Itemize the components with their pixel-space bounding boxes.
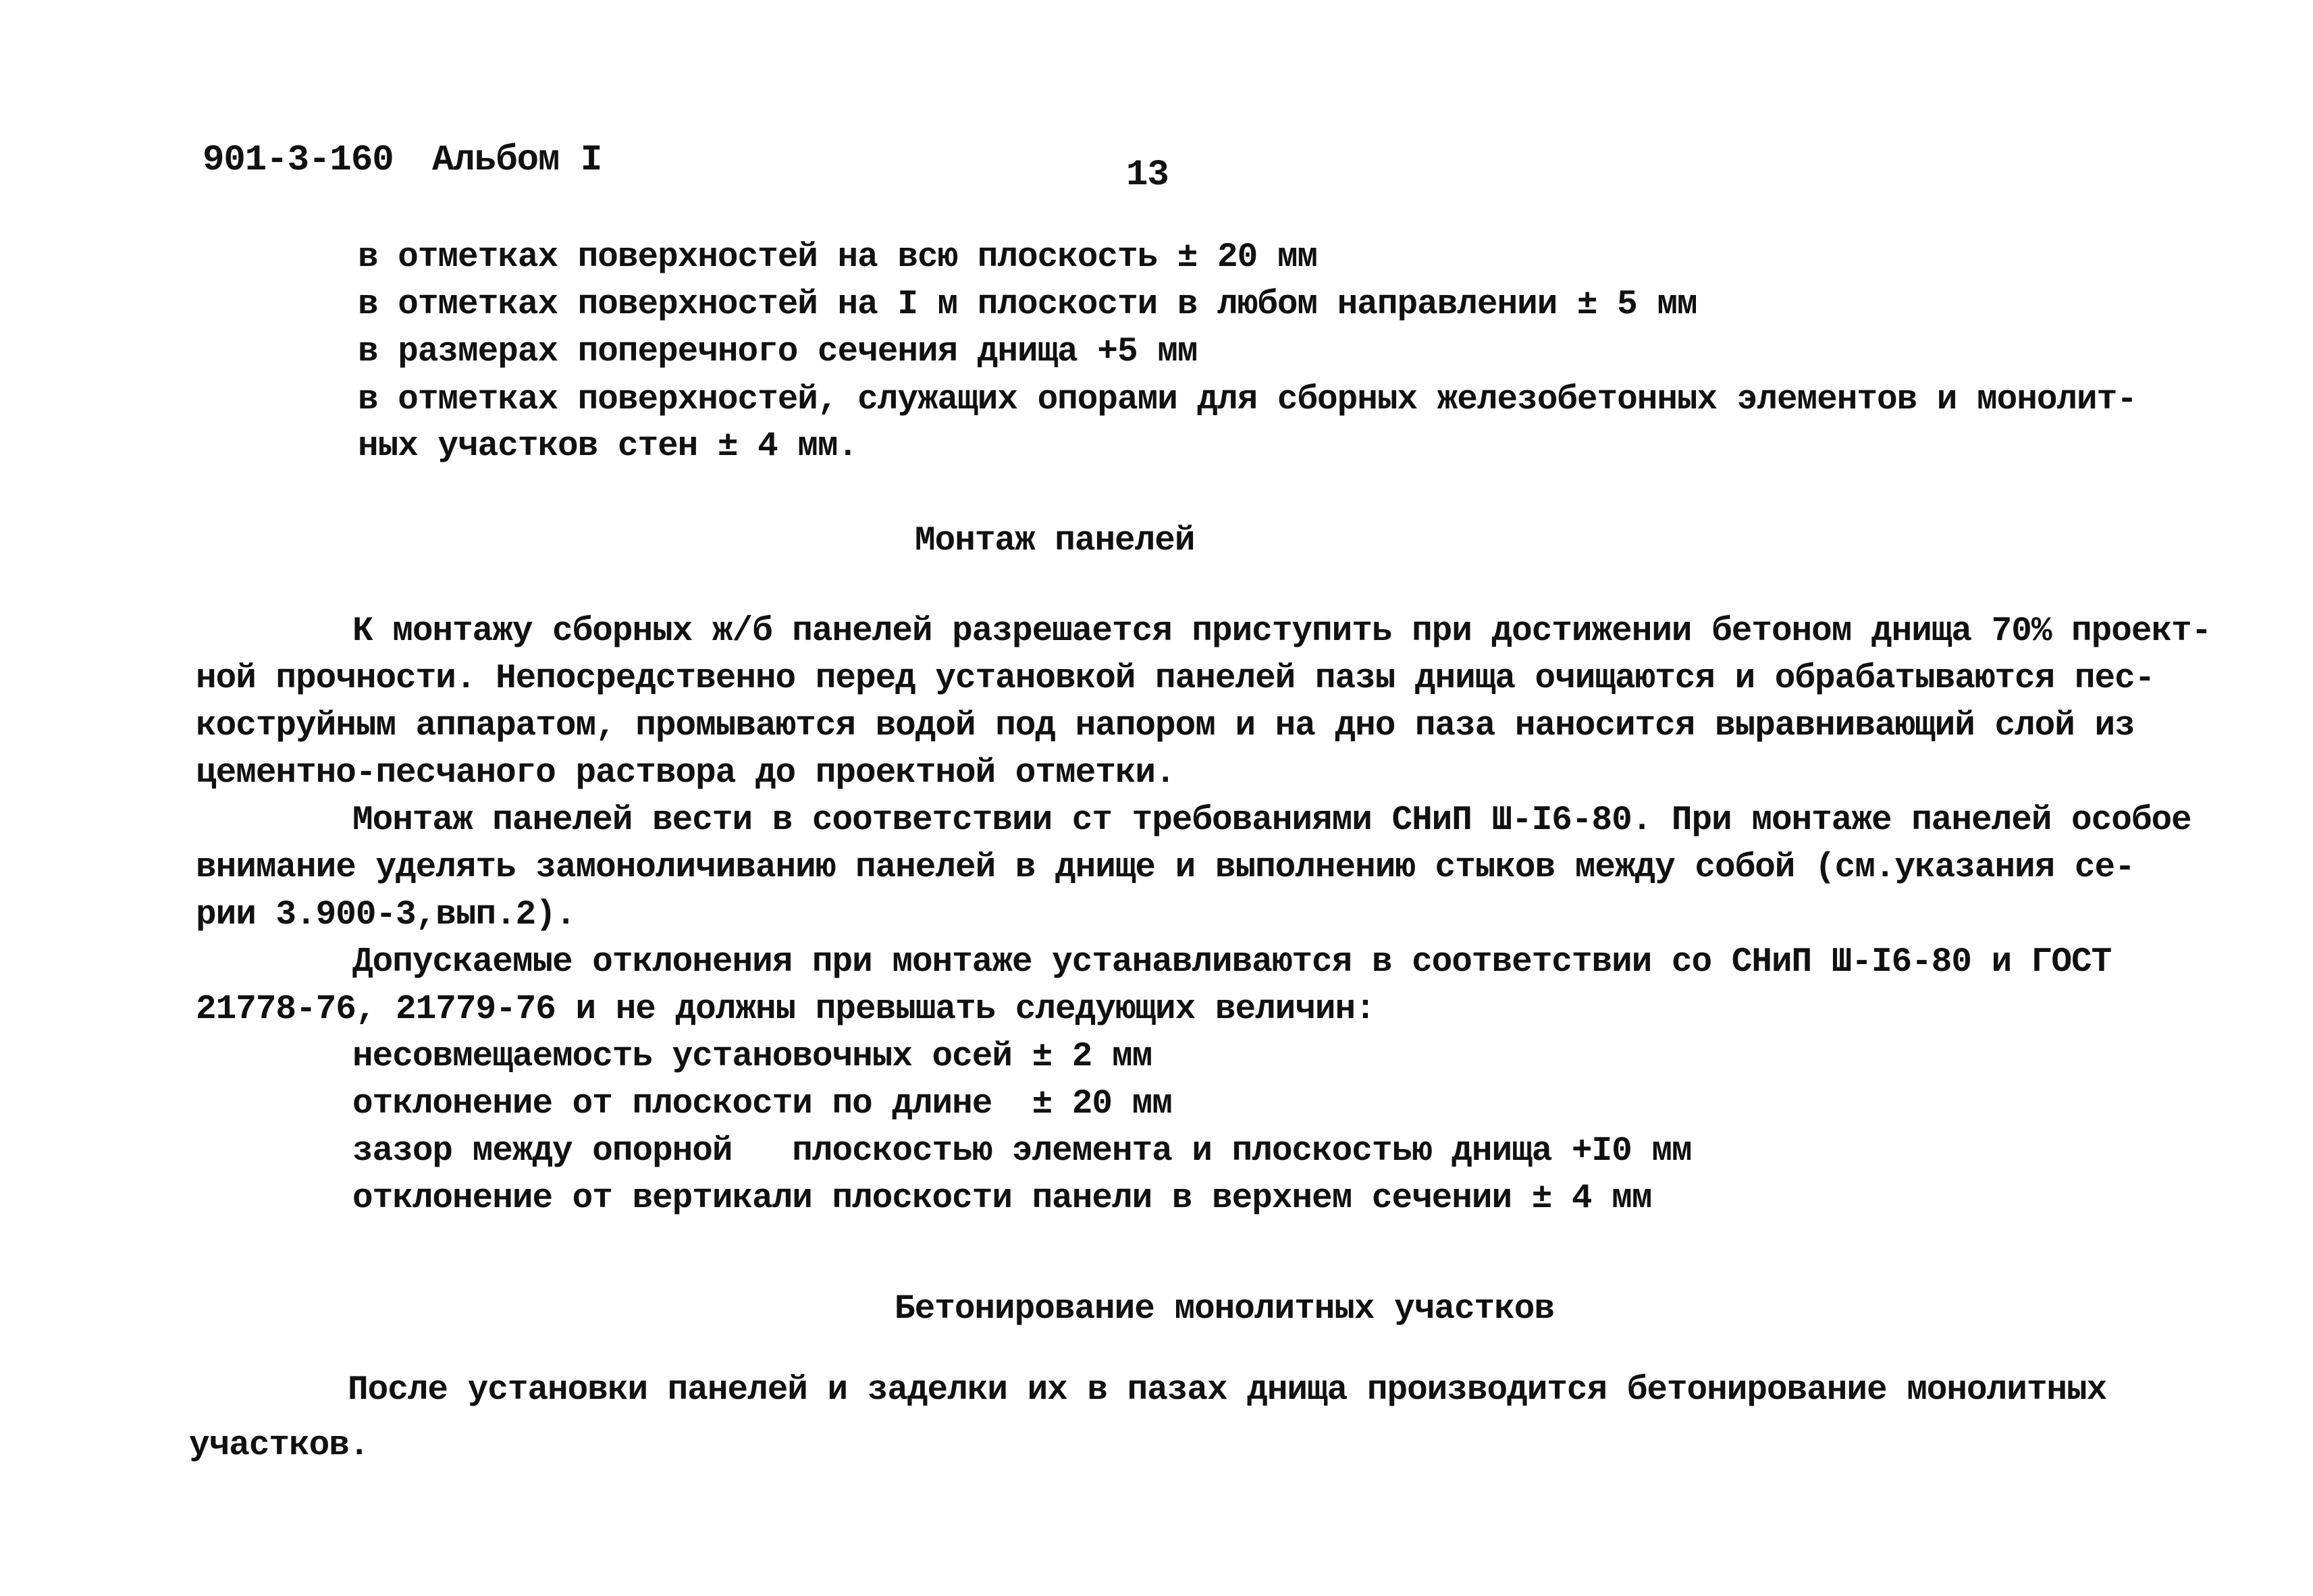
- tolerance-item: несовмещаемость установочных осей ± 2 мм: [352, 1038, 1152, 1076]
- tolerance-item: отклонение от плоскости по длине ± 20 мм: [352, 1085, 1172, 1123]
- tolerance-item: зазор между опорной плоскостью элемента и плоскостью днища +I0 мм: [352, 1132, 1692, 1171]
- paragraph-line: ной прочности. Непосредственно перед установкой панелей пазы днища очищаются и обрабатываются пес-: [196, 660, 2155, 698]
- paragraph-line: К монтажу сборных ж/б панелей разрешается приступить при достижении бетоном днища 70% проект-: [352, 612, 2212, 651]
- document-code: 901-3-160: [203, 140, 394, 181]
- paragraph-line: участков.: [189, 1427, 369, 1465]
- intro-line: в отметках поверхностей на I м плоскости в любом направлении ± 5 мм: [358, 286, 1697, 324]
- tolerance-item: отклонение от вертикали плоскости панели в верхнем сечении ± 4 мм: [352, 1179, 1652, 1218]
- paragraph-line: коструйным аппаратом, промываются водой под напором и на дно паза наносится выравнивающий слой из: [196, 707, 2135, 745]
- album-label: Альбом I: [432, 140, 602, 181]
- section-title: Бетонирование монолитных участков: [895, 1290, 1554, 1329]
- paragraph-line: внимание уделять замоноличиванию панелей в днище и выполнению стыков между собой (см.указания се-: [196, 849, 2135, 887]
- paragraph-line: После установки панелей и заделки их в пазах днища производится бетонирование монолитных: [348, 1371, 2107, 1410]
- paragraph-line: рии 3.900-3,вып.2).: [196, 896, 576, 934]
- intro-line: в отметках поверхностей на всю плоскость ± 20 мм: [358, 238, 1318, 277]
- page-number: 13: [1126, 155, 1169, 196]
- paragraph-line: Допускаемые отклонения при монтаже устанавливаются в соответствии со СНиП Ш-I6-80 и ГОСТ: [352, 943, 2112, 982]
- section-title: Монтаж панелей: [915, 522, 1195, 560]
- paragraph-line: цементно-песчаного раствора до проектной отметки.: [196, 754, 1175, 793]
- intro-line: в размерах поперечного сечения днища +5 мм: [358, 333, 1198, 371]
- intro-line: в отметках поверхностей, служащих опорами для сборных железобетонных элементов и монолит-: [358, 381, 2137, 419]
- intro-line: ных участков стен ± 4 мм.: [358, 427, 858, 466]
- paragraph-line: 21778-76, 21779-76 и не должны превышать следующих величин:: [196, 990, 1375, 1029]
- paragraph-line: Монтаж панелей вести в соответствии ст требованиями СНиП Ш-I6-80. При монтаже панелей особое: [352, 801, 2191, 840]
